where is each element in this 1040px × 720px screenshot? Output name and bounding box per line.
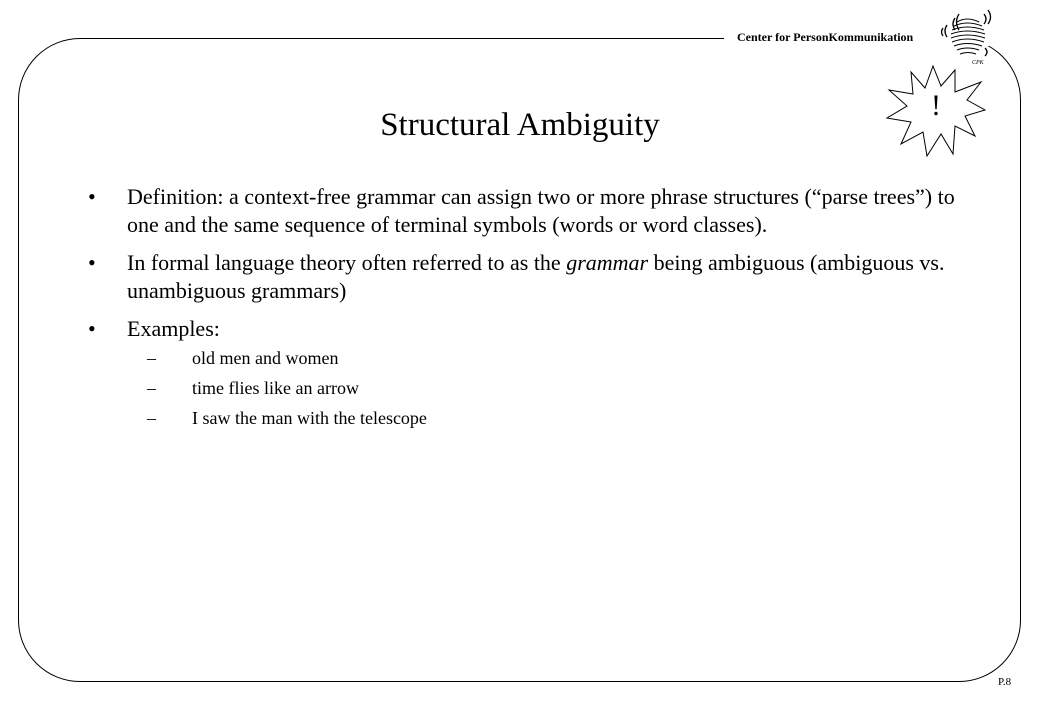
example-item [147,347,958,369]
example-item [147,407,958,429]
bullet-emphasis: grammar [566,250,649,275]
page-number: P.8 [998,676,1012,688]
bullet-text: Examples: [127,316,220,341]
example-text: old men and women [192,348,339,368]
sub-marker: – [147,378,156,398]
bullet-marker: • [88,184,96,209]
cpk-logo-icon [935,8,995,66]
example-item [147,377,958,399]
bullet-examples [88,315,958,429]
example-list [127,347,958,429]
example-text: time flies like an arrow [192,378,359,398]
bullet-definition [88,183,958,239]
bullet-list [88,183,958,439]
bullet-formal-language [88,249,958,305]
example-text: I saw the man with the telescope [192,408,427,428]
bullet-marker: • [88,316,96,341]
exclamation-mark: ! [931,89,941,122]
sub-marker: – [147,408,156,428]
bullet-text-before: In formal language theory often referred to as the [127,250,567,275]
svg-text:CPK: CPK [972,60,984,66]
bullet-marker: • [88,250,96,275]
bullet-text: Definition: a context-free grammar can assign two or more phrase structures (“parse trees”) to one and the same sequence of terminal symbols (words or word classes). [127,184,955,237]
organization-name: Center for PersonKommunikation [737,30,914,44]
bullet-text-after: being ambiguous (ambiguous vs. unambiguous grammars) [127,250,945,303]
slide-title: Structural Ambiguity [380,107,660,143]
sub-marker: – [147,348,156,368]
